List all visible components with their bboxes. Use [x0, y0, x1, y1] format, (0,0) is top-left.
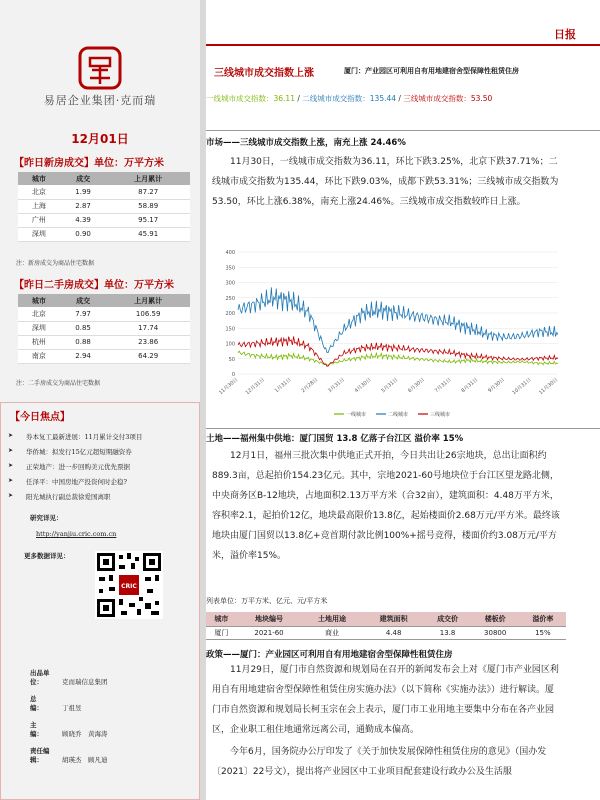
table-header: 建筑面积	[363, 612, 425, 626]
table-row: 上海 2.87 58.89	[18, 199, 190, 213]
table-header: 成交	[60, 172, 107, 185]
x-tick-label: 7月31日	[433, 376, 453, 395]
x-tick-label: 11月30日	[218, 376, 240, 397]
y-tick-label: 300	[225, 280, 235, 287]
second-hand-title: 【昨日二手房成交】单位：万平方米	[14, 280, 174, 291]
table-caption: 列表单位：万平方米、亿元、元/平方米	[206, 597, 328, 605]
x-tick-label: 11月30日	[538, 376, 560, 397]
policy-body-1: 11月29日，厦门市自然资源和规划局在召开的新闻发布会上对《厦门市产业园区利用自有用地建宿舍型保障性租赁住房实施办法》（以下简称《实施办法》）进行解读。厦门市自然资源和规划局长柯玉宗在会上表示，厦门市工业用地主要集中分布在各产业园区，企业职工租住地通常远离公司，通勤成本偏高。	[212, 665, 559, 735]
qr-code-icon[interactable]	[95, 551, 163, 619]
report-tag: 日报	[554, 28, 576, 41]
table-row: 深圳 0.90 45.91	[18, 227, 190, 241]
series-line-一线城市	[238, 351, 558, 365]
x-tick-label: 12月31日	[244, 376, 266, 397]
table-row: 厦门 2021-60 商业 4.48 13.8 30800 15%	[206, 626, 566, 639]
divider	[206, 428, 600, 429]
svg-text:CRIC: CRIC	[121, 583, 137, 590]
y-tick-label: 350	[225, 265, 235, 272]
more-data-label: 更多数据详见：	[24, 552, 70, 560]
table-header: 城市	[18, 172, 60, 185]
sub-headline: 厦门：产业园区可利用自有用地建宿舍型保障性租赁住房	[344, 67, 519, 75]
research-link[interactable]: http://yanjiu.cric.com.cn	[36, 530, 117, 538]
logo-text: 易居企业集团·克而瑞	[43, 94, 157, 107]
second-hand-note: 注：二手房成交为商品住宅数据	[16, 380, 101, 387]
table-row: 南京 2.94 64.29	[18, 349, 190, 363]
series-line-三线城市	[238, 336, 558, 366]
y-tick-label: 100	[225, 341, 235, 348]
new-house-title: 【昨日新房成交】单位：万平方米	[14, 158, 164, 169]
tier2-index: 二线城市成交指数：135.44	[302, 94, 397, 103]
series-line-二线城市	[238, 287, 558, 352]
policy-body-2: 今年6月，国务院办公厅印发了《关于加快发展保障性租赁住房的意见》（国办发〔2021〕22号文），提出将产业园区中工业项目配套建设行政办公及生活服	[212, 747, 547, 777]
y-tick-label: 50	[228, 356, 235, 363]
legend-label: 二线城市	[388, 412, 409, 418]
credit-row: 出品单位： 克而瑞信息集团	[30, 669, 108, 686]
credit-row: 责任编辑： 胡瑛杰 顾凡迪	[30, 747, 108, 764]
focus-item[interactable]: ➤ 华侨城：拟发行15亿元超短期融资券	[8, 447, 142, 462]
x-tick-label: 2月28日	[300, 376, 320, 395]
company-logo	[78, 46, 122, 90]
table-row: 北京 7.97 106.59	[18, 307, 190, 321]
table-header: 楼板价	[471, 612, 520, 626]
table-header: 地块编号	[237, 612, 301, 626]
table-row: 杭州 0.88 23.86	[18, 335, 190, 349]
y-tick-label: 200	[225, 311, 235, 317]
report-date: 12月01日	[71, 132, 129, 146]
index-summary: 一线城市成交指数：36.11 / 二线城市成交指数：135.44 / 三线城市成交指数：53.50	[206, 94, 493, 103]
new-house-table	[18, 172, 190, 242]
tier3-index: 三线城市成交指数：53.50	[403, 94, 493, 103]
table-header: 上月累计	[106, 294, 190, 307]
market-title: 市场——三线城市成交指数上涨，南充上涨 24.46%	[206, 138, 406, 148]
focus-item[interactable]: ➤ 正荣地产：进一步回购美元优先票据	[8, 462, 142, 477]
index-line-chart	[214, 246, 564, 421]
focus-item[interactable]: ➤ 券本复工最新进展：11月累计交付3项目	[8, 432, 142, 447]
x-tick-label: 8月31日	[460, 376, 480, 395]
credit-row: 总 编： 丁祖昱	[30, 695, 82, 712]
x-tick-label: 9月30日	[487, 376, 506, 395]
focus-item[interactable]: ➤ 阳光城执行副总裁徐爱国离职	[8, 492, 142, 507]
x-tick-label: 10月31日	[511, 376, 533, 397]
credits	[30, 668, 108, 772]
table-row: 广州 4.39 95.17	[18, 213, 190, 227]
table-header: 城市	[206, 612, 237, 626]
sidebar	[0, 0, 200, 800]
legend-label: 三线城市	[430, 412, 451, 418]
second-hand-table	[18, 294, 190, 364]
table-header: 溢价率	[520, 612, 566, 626]
y-tick-label: 250	[225, 295, 235, 302]
table-row: 北京 1.99 87.27	[18, 185, 190, 199]
focus-item[interactable]: ➤ 任泽平：中国房地产投资何时企稳?	[8, 477, 142, 492]
land-deal-table	[206, 612, 566, 640]
table-header: 成交	[60, 294, 107, 307]
y-tick-label: 0	[231, 372, 235, 378]
main-content	[206, 0, 600, 800]
x-tick-label: 5月31日	[380, 376, 400, 395]
y-tick-label: 400	[225, 250, 235, 256]
x-tick-label: 1月31日	[273, 376, 293, 395]
y-tick-label: 150	[225, 326, 235, 333]
research-label: 研究详见：	[30, 514, 63, 522]
credit-row: 主 编： 顾晓乔 黄海涛	[30, 721, 108, 738]
focus-list	[8, 432, 142, 507]
x-tick-label: 3月31日	[327, 376, 346, 395]
table-header: 成交价	[424, 612, 470, 626]
legend-label: 一线城市	[346, 412, 367, 418]
focus-title: 【今日焦点】	[10, 412, 70, 423]
market-body: 11月30日，一线城市成交指数为36.11，环比下跌3.25%，北京下跌37.71%；二线城市成交指数为135.44，环比下跌9.03%，成都下跌53.31%；三线城市成交指数为53.50，环比上涨6.38%，南充上涨24.46%。三线城市成交指数较昨日上涨。	[212, 157, 559, 207]
table-header: 上月累计	[106, 172, 190, 185]
divider	[206, 130, 600, 131]
land-title: 土地——福州集中供地：厦门国贸 13.8 亿落子台江区 溢价率 15%	[206, 434, 464, 444]
x-tick-label: 4月30日	[353, 376, 373, 395]
tier1-index: 一线城市成交指数：36.11	[206, 94, 295, 103]
table-row: 深圳 0.85 17.74	[18, 321, 190, 335]
table-header: 城市	[18, 294, 60, 307]
table-header: 土地用途	[301, 612, 363, 626]
land-body: 12月1日，福州三批次集中供地正式开拍，今日共出让26宗地块，总出让面积约889.3亩，总起拍价154.23亿元。其中，宗地2021-60号地块位于台江区望龙路北侧，中央商务区B-12地块，占地面积2.13万平方米（合32亩），建筑面积：4.48万平方米，容积率2.1，起拍价12亿，地块最高限价13.8亿，起始楼面价2.68万元/平方米。最终该地块由厦门国贸以13.8亿+竞首期付款比例100%+摇号竞得，楼面价约3.08万元/平方米，溢价率15%。	[212, 451, 560, 561]
new-house-note: 注：新房成交为商品住宅数据	[16, 260, 95, 267]
x-tick-label: 6月30日	[407, 376, 426, 395]
policy-title: 政策——厦门：产业园区可利用自有用地建宿舍型保障性租赁住房	[206, 650, 453, 660]
header-rule	[206, 44, 600, 46]
headline: 三线城市成交指数上涨	[214, 68, 314, 79]
